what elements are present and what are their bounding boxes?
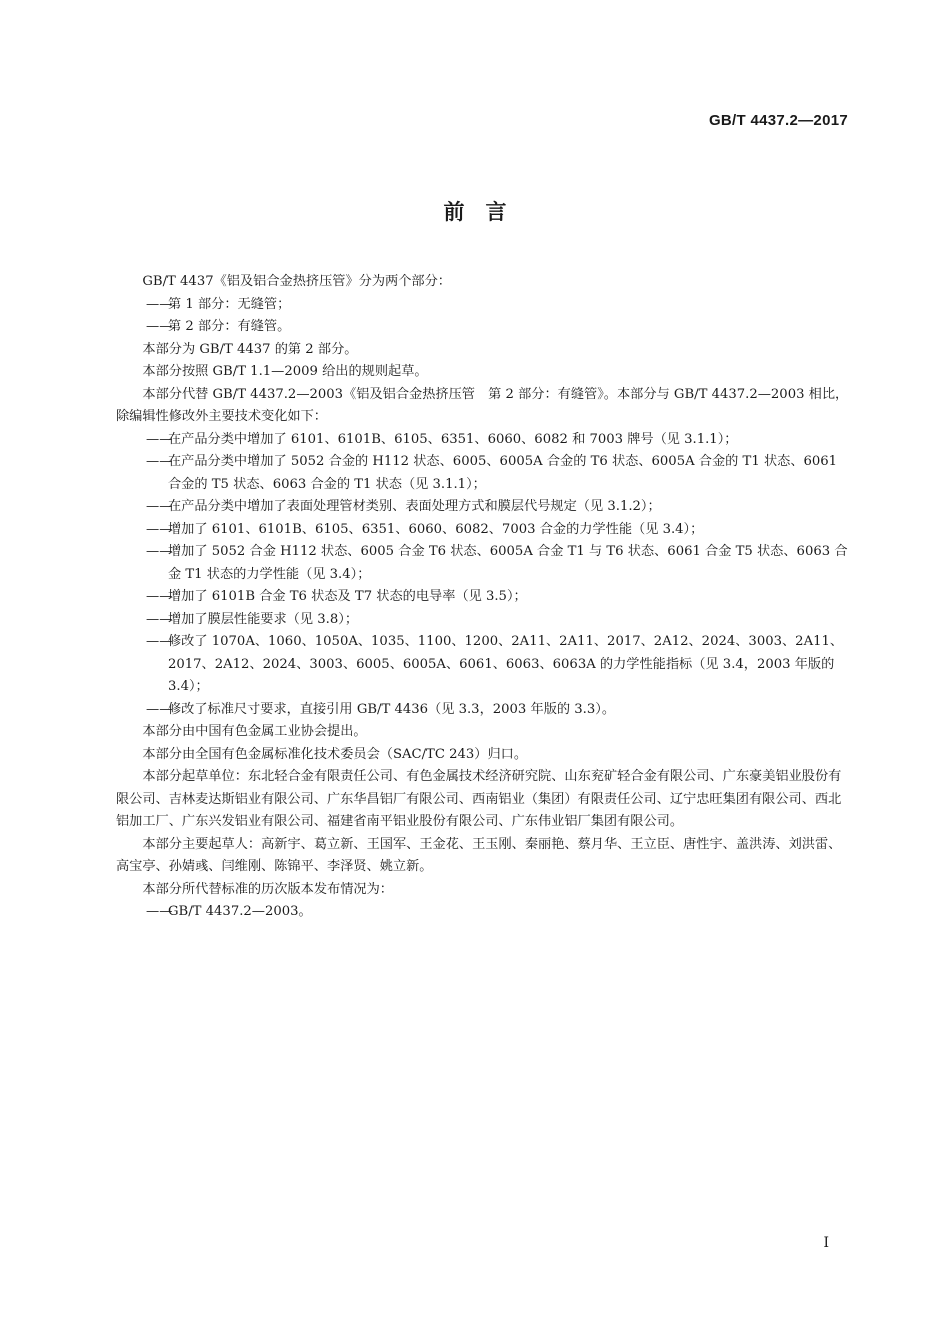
paragraph: 本部分所代替标准的历次版本发布情况为： <box>142 881 393 897</box>
dash-marker: —— <box>146 454 173 469</box>
dash-marker: —— <box>146 544 173 559</box>
paragraph: 本部分由中国有色金属工业协会提出。 <box>142 724 367 739</box>
list-item-text: 增加了 5052 合金 H112 状态、6005 合金 T6 状态、6005A 合金 T1 与 T6 状态、6061 合金 T5 状态、6063 合金 T1 状态的力学性能（见 3.4）； <box>168 544 848 582</box>
dash-marker: —— <box>146 521 173 537</box>
list-item <box>116 519 849 542</box>
list-item-text: 修改了 1070A、1060、1050A、1035、1100、1200、2A11、2A11、2017、2A12、2024、3003、2A11、2017、2A12、2024、3003、6005、6005A、6061、6063、6063A 的力学性能指标（见 3.4，2003 年版的 3.4）； <box>168 634 844 694</box>
list-item-text: 增加了 6101、6101B、6105、6351、6060、6082、7003 合金的力学性能（见 3.4）； <box>168 521 704 537</box>
dash-marker: —— <box>146 296 173 312</box>
list-item-text: 在产品分类中增加了 5052 合金的 H112 状态、6005、6005A 合金的 T6 状态、6005A 合金的 T1 状态、6061 合金的 T5 状态、6063 合金的 T1 状态（见 3.1.1）； <box>168 454 838 492</box>
list-item-text: GB/T 4437.2—2003。 <box>168 904 312 919</box>
paragraph: 本部分按照 GB/T 1.1—2009 给出的规则起草。 <box>142 364 428 379</box>
dash-marker: —— <box>146 701 173 717</box>
list-item-text: 第 1 部分：无缝管； <box>168 296 291 312</box>
dash-marker: —— <box>146 431 173 447</box>
list-item-text: 在产品分类中增加了表面处理管材类别、表面处理方式和膜层代号规定（见 3.1.2）； <box>168 499 661 514</box>
list-item <box>116 609 849 632</box>
dash-marker: —— <box>146 499 173 514</box>
paragraph: GB/T 4437《铝及铝合金热挤压管》分为两个部分： <box>142 274 451 289</box>
list-item <box>116 316 849 339</box>
page-title: 前 言 <box>443 200 507 224</box>
list-item-text: 第 2 部分：有缝管。 <box>168 319 291 334</box>
list-item <box>116 586 849 609</box>
list-item <box>116 699 849 722</box>
list-item <box>116 496 849 519</box>
foreword-body <box>116 271 849 924</box>
list-item <box>116 541 849 586</box>
dash-marker: —— <box>146 611 173 627</box>
dash-marker: —— <box>146 634 173 649</box>
paragraph: 本部分代替 GB/T 4437.2—2003《铝及铝合金热挤压管 第 2 部分：有缝管》。本部分与 GB/T 4437.2—2003 相比，除编辑性修改外主要技术变化如下： <box>116 386 849 424</box>
dash-marker: —— <box>146 589 173 604</box>
paragraph: 本部分主要起草人：高新宇、葛立新、王国军、王金花、王玉刚、秦丽艳、蔡月华、王立臣、唐性宇、盖洪涛、刘洪雷、高宝亭、孙婧彧、闫维刚、陈锦平、李泽贤、姚立新。 <box>116 836 842 874</box>
page-number: I <box>823 1235 829 1251</box>
list-item <box>116 294 849 317</box>
list-item <box>116 451 849 496</box>
dash-marker: —— <box>146 319 173 334</box>
list-item <box>116 631 849 699</box>
list-item <box>116 429 849 452</box>
list-item-text: 增加了膜层性能要求（见 3.8）； <box>168 611 359 627</box>
dash-marker: —— <box>146 904 173 919</box>
list-item-text: 修改了标准尺寸要求，直接引用 GB/T 4436（见 3.3，2003 年版的 3.3）。 <box>168 701 616 717</box>
list-item-text: 在产品分类中增加了 6101、6101B、6105、6351、6060、6082 和 7003 牌号（见 3.1.1）； <box>168 431 738 447</box>
list-item <box>116 901 849 924</box>
standard-number: GB/T 4437.2—2017 <box>708 112 848 129</box>
paragraph: 本部分由全国有色金属标准化技术委员会（SAC/TC 243）归口。 <box>142 746 528 762</box>
paragraph: 本部分为 GB/T 4437 的第 2 部分。 <box>142 341 358 357</box>
list-item-text: 增加了 6101B 合金 T6 状态及 T7 状态的电导率（见 3.5）； <box>168 589 527 604</box>
paragraph: 本部分起草单位：东北轻合金有限责任公司、有色金属技术经济研究院、山东兖矿轻合金有限公司、广东豪美铝业股份有限公司、吉林麦达斯铝业有限公司、广东华昌铝厂有限公司、西南铝业（集团）有限责任公司、辽宁忠旺集团有限公司、西北铝加工厂、广东兴发铝业有限公司、福建省南平铝业股份有限公司、广东伟业铝厂集团有限公司。 <box>116 769 842 829</box>
